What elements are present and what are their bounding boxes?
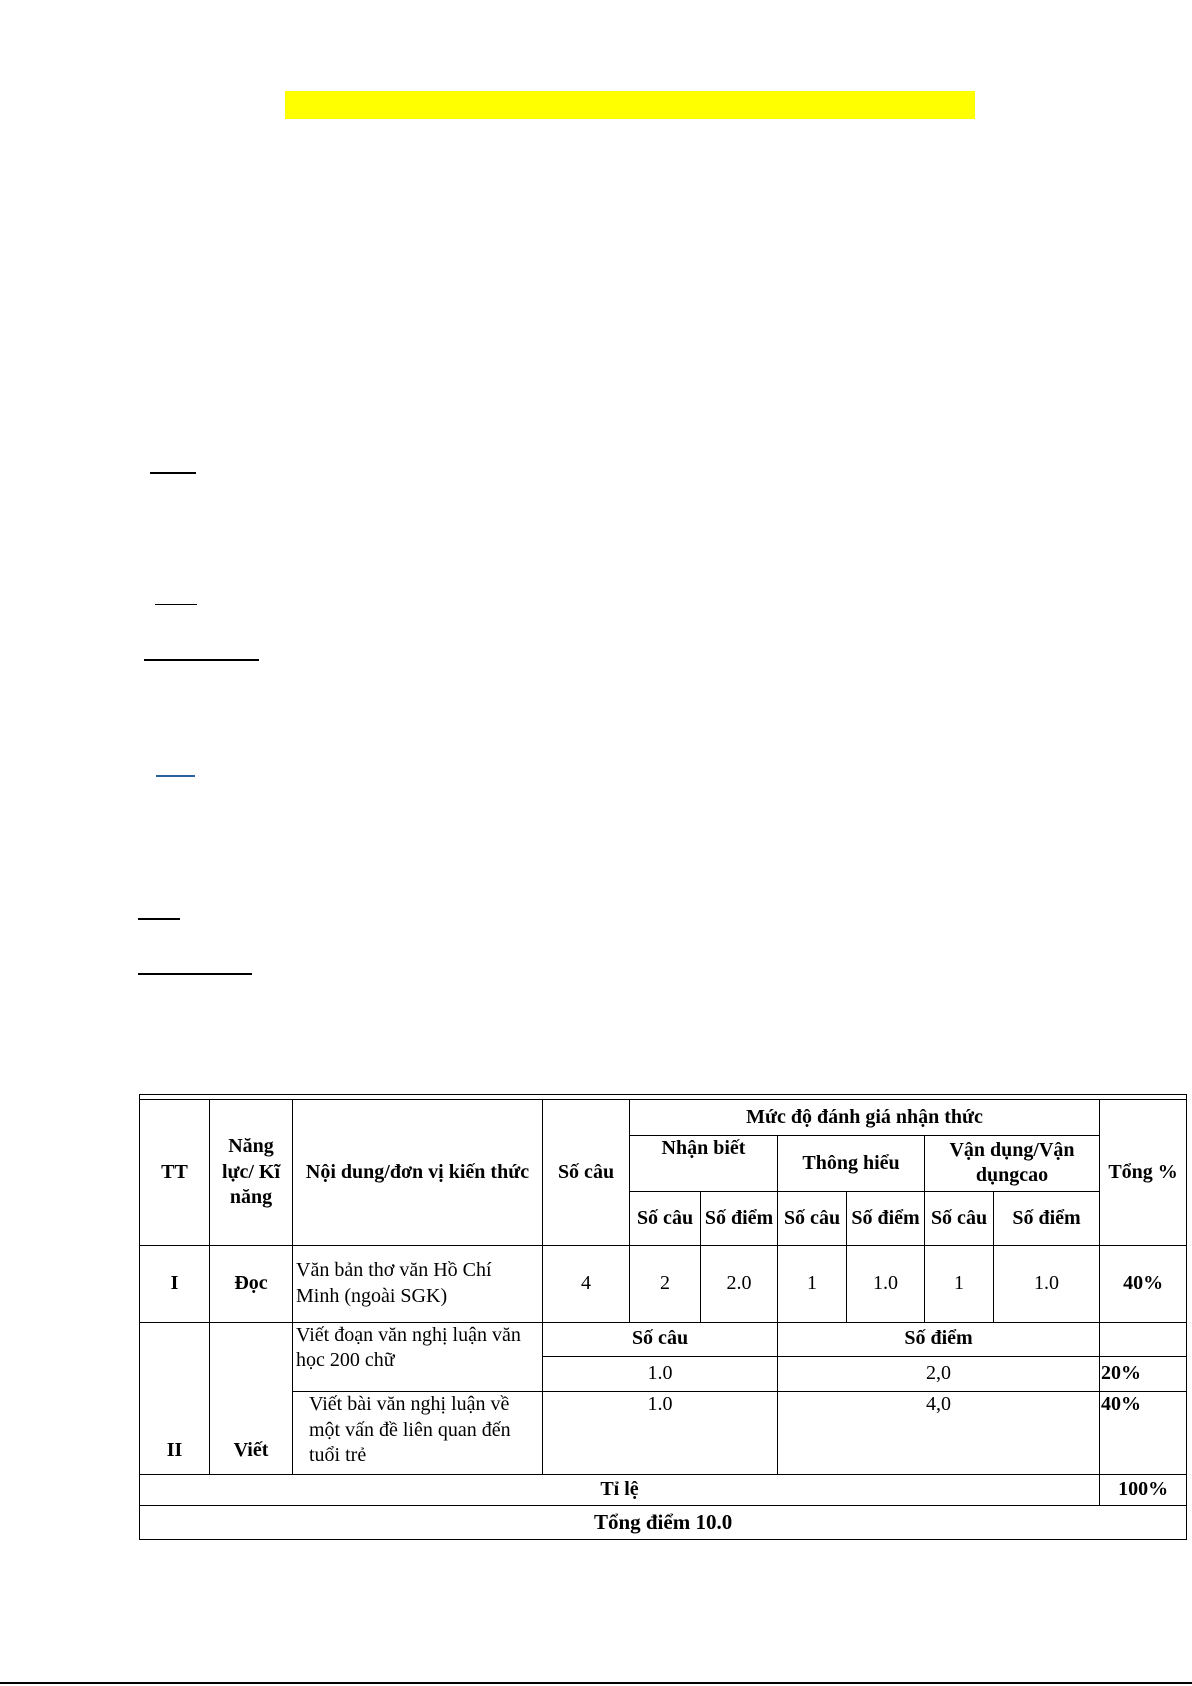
sub-header-so-cau: Số câu xyxy=(778,1191,847,1245)
header-tt: TT xyxy=(140,1100,210,1246)
page-bottom-rule xyxy=(0,1682,1192,1684)
row-content: Viết đoạn văn nghị luận văn học 200 chữ xyxy=(293,1322,543,1391)
row-vd-diem: 1.0 xyxy=(994,1245,1100,1322)
ti-le-value: 100% xyxy=(1100,1474,1187,1505)
sub-header-so-cau: Số câu xyxy=(925,1191,994,1245)
ti-le-label: Tỉ lệ xyxy=(140,1474,1100,1505)
sub-header-so-diem: Số điểm xyxy=(778,1322,1100,1356)
table-row xyxy=(140,1391,1187,1474)
tong-diem: Tổng điểm 10.0 xyxy=(140,1505,1187,1539)
title-highlight xyxy=(285,91,975,119)
table-row xyxy=(140,1474,1187,1505)
row-so-diem: 4,0 xyxy=(778,1391,1100,1474)
row-content: Văn bản thơ văn Hồ Chí Minh (ngoài SGK) xyxy=(293,1245,543,1322)
row-content: Viết bài văn nghị luận về một vấn đề liên quan đến tuổi trẻ xyxy=(293,1391,543,1474)
header-noi-dung: Nội dung/đơn vị kiến thức xyxy=(293,1100,543,1246)
sub-header-so-cau: Số câu xyxy=(630,1191,701,1245)
row-th-cau: 1 xyxy=(778,1245,847,1322)
sub-header-so-diem: Số điểm xyxy=(701,1191,778,1245)
row-tt: I xyxy=(140,1245,210,1322)
table-row xyxy=(140,1245,1187,1322)
assessment-matrix-table xyxy=(139,1094,1187,1540)
header-so-cau: Số câu xyxy=(543,1100,630,1246)
row-so-cau: 1.0 xyxy=(543,1391,778,1474)
underline-mark xyxy=(138,973,252,975)
row-skill: Viết xyxy=(210,1322,293,1474)
table-row xyxy=(140,1505,1187,1539)
row-nb-diem: 2.0 xyxy=(701,1245,778,1322)
underline-mark xyxy=(144,659,259,661)
row-so-cau: 1.0 xyxy=(543,1356,778,1391)
header-nhan-biet: Nhận biết xyxy=(630,1136,778,1191)
row-vd-cau: 1 xyxy=(925,1245,994,1322)
empty-cell xyxy=(1100,1322,1187,1356)
header-muc-do: Mức độ đánh giá nhận thức xyxy=(630,1100,1100,1136)
row-th-diem: 1.0 xyxy=(847,1245,925,1322)
row-tt: II xyxy=(140,1322,210,1474)
row-so-cau: 4 xyxy=(543,1245,630,1322)
link-underline-mark xyxy=(156,775,195,777)
sub-header-so-cau: Số câu xyxy=(543,1322,778,1356)
header-row-1 xyxy=(140,1100,1187,1136)
row-tong: 40% xyxy=(1100,1245,1187,1322)
row-so-diem: 2,0 xyxy=(778,1356,1100,1391)
underline-mark xyxy=(150,472,196,474)
underline-mark xyxy=(138,918,180,920)
header-tong: Tổng % xyxy=(1100,1100,1187,1246)
header-nang-luc: Năng lực/ Kĩ năng xyxy=(210,1100,293,1246)
sub-header-so-diem: Số điểm xyxy=(847,1191,925,1245)
underline-mark xyxy=(155,604,197,605)
header-van-dung: Vận dụng/Vận dụngcao xyxy=(925,1136,1100,1191)
header-thong-hieu: Thông hiểu xyxy=(778,1136,925,1191)
row-tong: 20% xyxy=(1100,1356,1187,1391)
table-row xyxy=(140,1322,1187,1356)
row-tong: 40% xyxy=(1100,1391,1187,1474)
row-nb-cau: 2 xyxy=(630,1245,701,1322)
row-skill: Đọc xyxy=(210,1245,293,1322)
sub-header-so-diem: Số điểm xyxy=(994,1191,1100,1245)
